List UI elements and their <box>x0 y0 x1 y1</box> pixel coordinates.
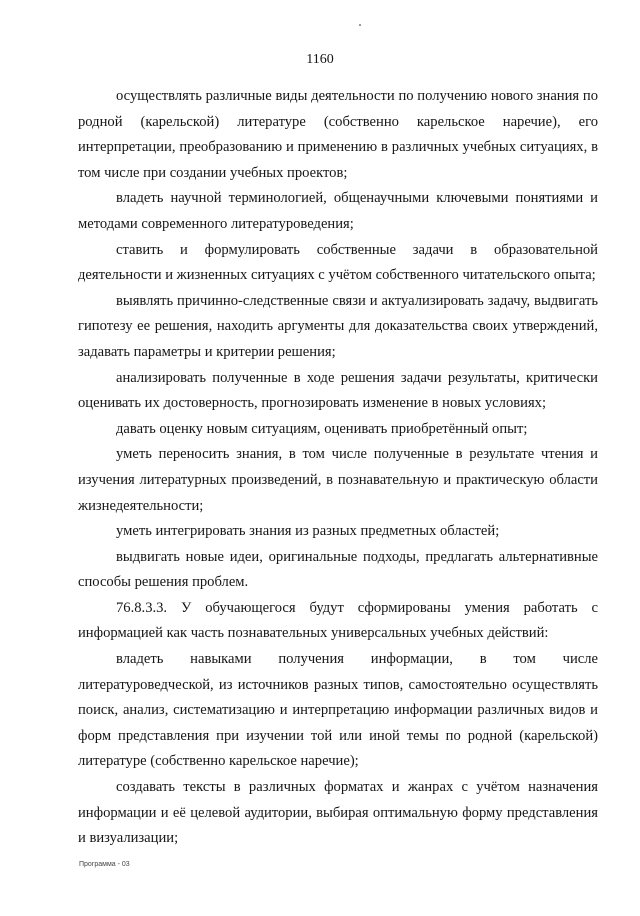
footer-program-label: Программа - 03 <box>79 861 130 868</box>
paragraph-1: осуществлять различные виды деятельности по получению нового знания по родной (карельской) литературе (собственно карельское наречие), его интерпретации, преобразованию и применению в различных учебных ситуациях, в том числе при создании учебных проектов; <box>78 88 598 181</box>
paragraph-12: создавать тексты в различных форматах и жанрах с учётом назначения информации и её целевой аудитории, выбирая оптимальную форму представления и визуализации; <box>78 779 598 847</box>
paragraph-10: 76.8.3.3. У обучающегося будут сформированы умения работать с информацией как часть познавательных универсальных учебных действий: <box>78 599 598 642</box>
paragraph-9: выдвигать новые идеи, оригинальные подходы, предлагать альтернативные способы решения проблем. <box>78 548 598 591</box>
paragraph-6: давать оценку новым ситуациям, оценивать приобретённый опыт; <box>116 420 528 437</box>
paragraph-5: анализировать полученные в ходе решения задачи результаты, критически оценивать их достоверность, прогнозировать изменение в новых условиях; <box>78 369 598 412</box>
document-body <box>78 84 598 852</box>
paragraph-3: ставить и формулировать собственные задачи в образовательной деятельности и жизненных ситуациях с учётом собственного читательского опыта; <box>78 241 598 284</box>
paragraph-11: владеть навыками получения информации, в том числе литературоведческой, из источников разных типов, самостоятельно осуществлять поиск, анализ, систематизацию и интерпретацию информации различных видов и форм представления при изучении той или иной темы по родной (карельской) литературе (собственно карельское наречие); <box>78 651 598 770</box>
paragraph-2: владеть научной терминологией, общенаучными ключевыми понятиями и методами современного литературоведения; <box>78 190 598 232</box>
scan-speck <box>359 24 361 26</box>
paragraph-8: уметь интегрировать знания из разных предметных областей; <box>116 523 500 540</box>
page-number: 1160 <box>306 52 334 67</box>
paragraph-4: выявлять причинно-следственные связи и актуализировать задачу, выдвигать гипотезу ее решения, находить аргументы для доказательства своих утверждений, задавать параметры и критерии решения; <box>78 292 598 360</box>
paragraph-7: уметь переносить знания, в том числе полученные в результате чтения и изучения литературных произведений, в познавательную и практическую области жизнедеятельности; <box>78 446 598 514</box>
